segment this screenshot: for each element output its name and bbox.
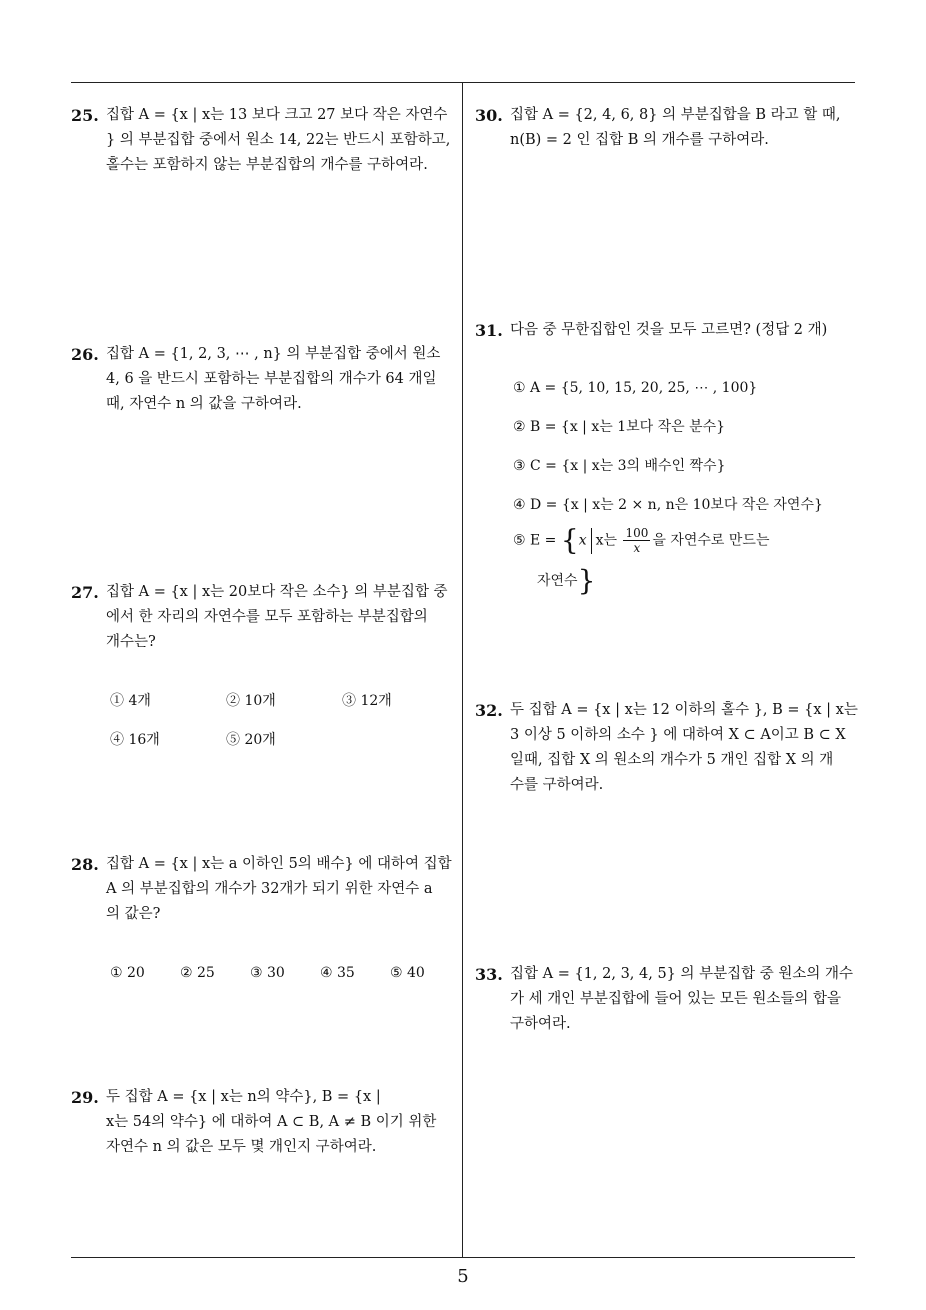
question-number: 32.	[475, 701, 503, 720]
question-line: 때, 자연수 n 의 값을 구하여라.	[106, 396, 302, 412]
fraction-numerator: 100	[625, 526, 649, 540]
question-line: 두 집합 A = {x | x는 n의 약수}, B = {x |	[106, 1089, 381, 1105]
question-line: A 의 부분집합의 개수가 32개가 되기 위한 자연수 a	[106, 881, 433, 897]
bottom-rule	[71, 1257, 855, 1258]
question-32	[475, 698, 860, 798]
question-line: 집합 A = {x | x는 20보다 작은 소수} 의 부분집합 중	[106, 584, 448, 600]
question-line: 3 이상 5 이하의 소수 } 에 대하여 X ⊂ A이고 B ⊂ X	[510, 727, 846, 743]
question-line: 두 집합 A = {x | x는 12 이하의 홀수 }, B = {x | x는	[510, 702, 858, 718]
answer-option[interactable]: ③ C = {x | x는 3의 배수인 짝수}	[513, 458, 726, 474]
question-30	[475, 103, 860, 153]
answer-option[interactable]: ② 25	[180, 965, 215, 981]
answer-option[interactable]: ③ 12개	[342, 693, 392, 709]
brace-open: {	[560, 523, 579, 557]
fraction	[623, 526, 650, 555]
question-number: 27.	[71, 583, 99, 602]
question-29	[71, 1085, 461, 1160]
question-line: 수를 구하여라.	[510, 777, 604, 793]
question-line: n(B) = 2 인 집합 B 의 개수를 구하여라.	[510, 132, 769, 148]
option-mark: ⑤ E =	[513, 532, 557, 549]
question-26	[71, 342, 461, 417]
answer-option[interactable]: ① 4개	[110, 693, 151, 709]
question-line: 일때, 집합 X 의 원소의 개수가 5 개인 집합 X 의 개	[510, 752, 834, 768]
question-number: 30.	[475, 106, 503, 125]
question-25	[71, 103, 461, 178]
column-divider	[462, 82, 463, 1257]
question-line: 가 세 개인 부분집합에 들어 있는 모든 원소들의 합을	[510, 991, 842, 1007]
question-number: 33.	[475, 965, 503, 984]
question-line: 집합 A = {x | x는 a 이하인 5의 배수} 에 대하여 집합	[106, 856, 452, 872]
fraction-denominator: x	[633, 541, 641, 555]
question-line: 집합 A = {1, 2, 3, ⋯ , n} 의 부분집합 중에서 원소	[106, 346, 441, 362]
question-line: } 의 부분집합 중에서 원소 14, 22는 반드시 포함하고,	[106, 132, 451, 148]
option-text: 자연수	[537, 573, 578, 589]
answer-option[interactable]: ③ 30	[250, 965, 285, 981]
question-28	[71, 852, 461, 927]
top-rule	[71, 82, 855, 83]
question-number: 25.	[71, 106, 99, 125]
question-number: 26.	[71, 345, 99, 364]
question-line: 다음 중 무한집합인 것을 모두 고르면? (정답 2 개)	[510, 322, 828, 338]
question-line: 에서 한 자리의 자연수를 모두 포함하는 부분집합의	[106, 609, 428, 625]
question-line: 집합 A = {x | x는 13 보다 크고 27 보다 작은 자연수	[106, 107, 448, 123]
question-number: 29.	[71, 1088, 99, 1107]
question-line: 집합 A = {2, 4, 6, 8} 의 부분집합을 B 라고 할 때,	[510, 107, 841, 123]
question-line: x는 54의 약수} 에 대하여 A ⊂ B, A ≠ B 이기 위한	[106, 1114, 437, 1130]
page-number: 5	[457, 1266, 469, 1287]
question-line: 구하여라.	[510, 1016, 571, 1032]
answer-option[interactable]: ② 10개	[226, 693, 276, 709]
answer-option-5-continued	[537, 564, 596, 597]
question-line: 개수는?	[106, 634, 156, 650]
question-line: 집합 A = {1, 2, 3, 4, 5} 의 부분집합 중 원소의 개수	[510, 966, 854, 982]
option-text: 을 자연수로 만드는	[652, 532, 770, 549]
question-31	[475, 318, 860, 343]
set-variable: x	[578, 532, 587, 549]
answer-option[interactable]: ④ 35	[320, 965, 355, 981]
answer-option[interactable]: ⑤ 20개	[226, 732, 276, 748]
brace-close: }	[577, 564, 596, 597]
question-27	[71, 580, 461, 655]
answer-option[interactable]: ② B = {x | x는 1보다 작은 분수}	[513, 419, 726, 435]
answer-option[interactable]: ① A = {5, 10, 15, 20, 25, ⋯ , 100}	[513, 380, 758, 396]
question-33	[475, 962, 860, 1037]
question-line: 의 값은?	[106, 906, 161, 922]
answer-option[interactable]: ④ 16개	[110, 732, 160, 748]
set-bar	[591, 528, 592, 554]
option-text: x는	[595, 532, 618, 549]
question-line: 홀수는 포함하지 않는 부분집합의 개수를 구하여라.	[106, 157, 428, 173]
question-line: 자연수 n 의 값은 모두 몇 개인지 구하여라.	[106, 1139, 377, 1155]
question-number: 28.	[71, 855, 99, 874]
question-number: 31.	[475, 321, 503, 340]
answer-option[interactable]: ① 20	[110, 965, 145, 981]
question-line: 4, 6 을 반드시 포함하는 부분집합의 개수가 64 개일	[106, 371, 437, 387]
answer-option-5[interactable]	[513, 523, 770, 557]
answer-option[interactable]: ④ D = {x | x는 2 × n, n은 10보다 작은 자연수}	[513, 497, 823, 513]
answer-option[interactable]: ⑤ 40	[390, 965, 425, 981]
